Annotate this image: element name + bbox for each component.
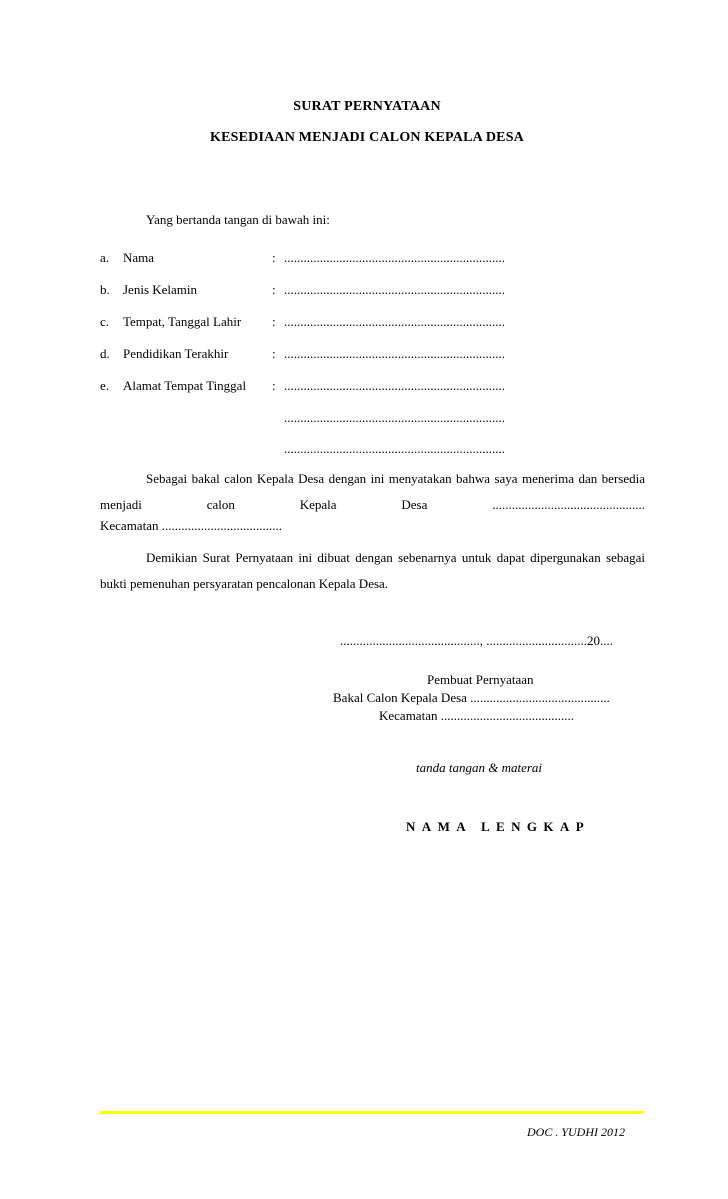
statement-paragraph-kecamatan: Kecamatan ..................................... xyxy=(100,518,282,533)
footer-divider xyxy=(100,1111,644,1114)
place-date-line: ..........................................., ...............................20.... xyxy=(340,633,613,648)
field-colon: : xyxy=(272,314,276,329)
address-blank-line: .................................................................... xyxy=(284,410,505,425)
field-letter: c. xyxy=(100,314,110,329)
field-colon: : xyxy=(272,346,276,361)
signature-position: Bakal Calon Kepala Desa ........................................... xyxy=(333,690,610,705)
signature-kecamatan: Kecamatan ......................................... xyxy=(379,708,574,723)
field-blank: .................................................................... xyxy=(284,314,505,329)
field-letter: e. xyxy=(100,378,110,393)
footer-doc-label: DOC . YUDHI 2012 xyxy=(527,1125,626,1139)
field-label: Jenis Kelamin xyxy=(123,282,198,297)
field-label: Alamat Tempat Tinggal xyxy=(123,378,247,393)
field-colon: : xyxy=(272,282,276,297)
intro-text: Yang bertanda tangan di bawah ini: xyxy=(146,212,330,227)
field-letter: a. xyxy=(100,250,110,265)
field-colon: : xyxy=(272,378,276,393)
document-subtitle: KESEDIAAN MENJADI CALON KEPALA DESA xyxy=(209,130,524,145)
field-blank: .................................................................... xyxy=(284,250,505,265)
field-blank: .................................................................... xyxy=(284,378,505,393)
signature-full-name: NAMA LENGKAP xyxy=(406,819,591,834)
signature-stamp-note: tanda tangan & materai xyxy=(416,760,543,775)
field-colon: : xyxy=(272,250,276,265)
field-label: Tempat, Tanggal Lahir xyxy=(123,314,242,329)
field-blank: .................................................................... xyxy=(284,346,505,361)
signature-title: Pembuat Pernyataan xyxy=(427,672,534,687)
statement-paragraph: Sebagai bakal calon Kepala Desa dengan ini menyatakan bahwa saya menerima dan bersedia menjadi calon Kepala Desa ............................................... xyxy=(100,471,645,512)
document-title: SURAT PERNYATAAN xyxy=(293,99,441,114)
address-blank-line: .................................................................... xyxy=(284,441,505,456)
field-letter: b. xyxy=(100,282,110,297)
closing-paragraph: Demikian Surat Pernyataan ini dibuat dengan sebenarnya untuk dapat dipergunakan sebagai bukti pemenuhan persyaratan pencalonan Kepala Desa. xyxy=(100,550,645,591)
field-letter: d. xyxy=(100,346,110,361)
field-label: Pendidikan Terakhir xyxy=(123,346,229,361)
field-blank: .................................................................... xyxy=(284,282,505,297)
field-label: Nama xyxy=(123,250,155,265)
